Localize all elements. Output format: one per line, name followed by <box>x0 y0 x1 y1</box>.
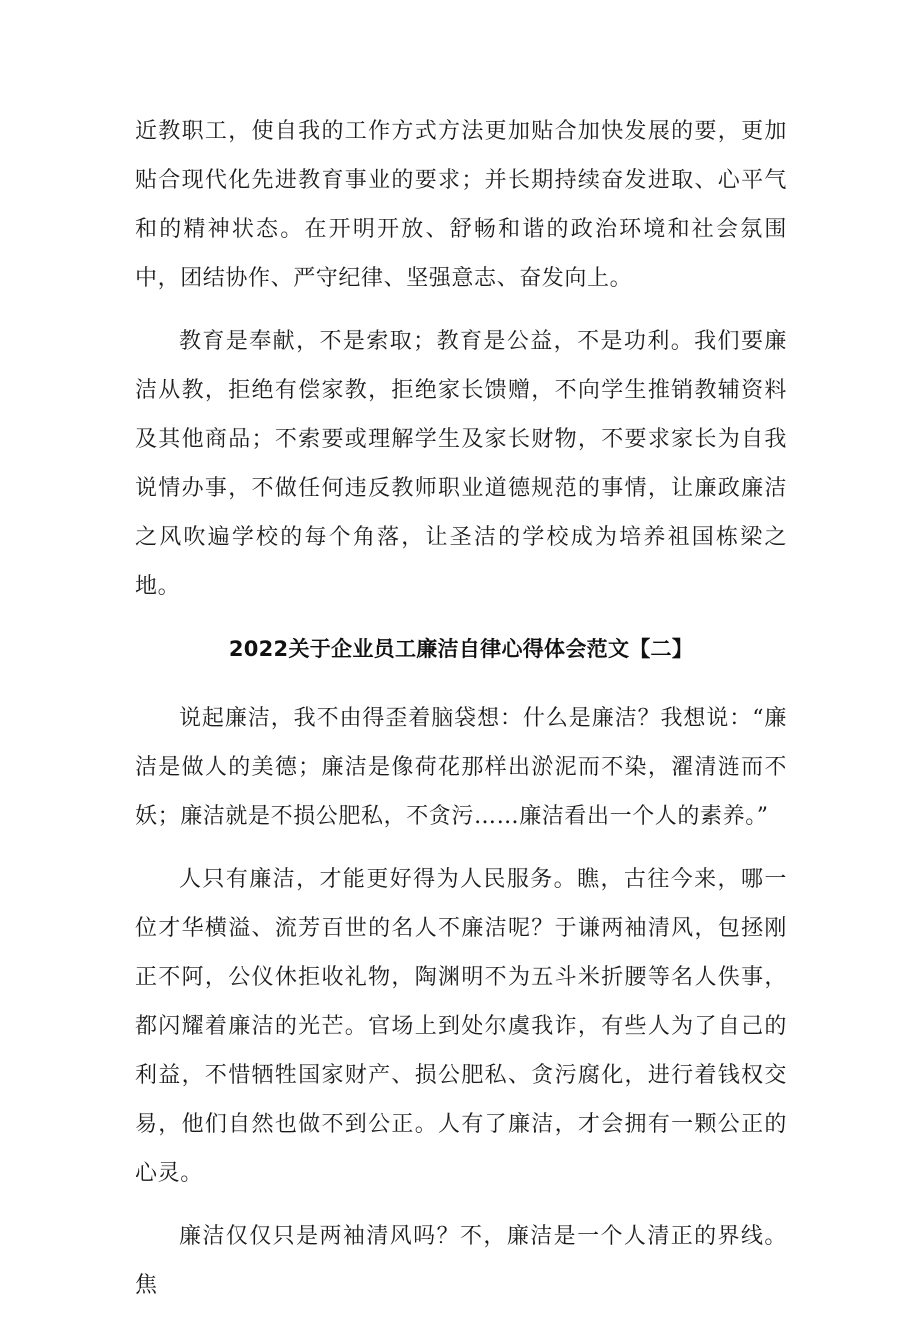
paragraph-integrity-boundary: 廉洁仅仅只是两袖清风吗？不，廉洁是一个人清正的界线。焦 <box>135 1224 787 1298</box>
paragraph-education: 教育是奉献，不是索取；教育是公益，不是功利。我们要廉洁从教，拒绝有偿家教，拒绝家长馈赠，不向学生推销教辅资料及其他商品；不索要或理解学生及家长财物，不要求家长为自我说情办事，不做任何违反教师职业道德规范的事情，让廉政廉洁之风吹遍学校的每个角落，让圣洁的学校成为培养祖国栋梁之地。 <box>135 329 787 599</box>
document-body <box>135 107 787 1324</box>
paragraph-continued: 近教职工，使自我的工作方式方法更加贴合加快发展的要，更加贴合现代化先进教育事业的要求；并长期持续奋发进取、心平气和的精神状态。在开明开放、舒畅和谐的政治环境和社会氛围中，团结协作、严守纪律、坚强意志、奋发向上。 <box>135 119 787 291</box>
section-heading: 2022关于企业员工廉洁自律心得体会范文【二】 <box>228 637 694 661</box>
paragraph-integrity-definition: 说起廉洁，我不由得歪着脑袋想：什么是廉洁？我想说：“廉洁是做人的美德；廉洁是像荷花那样出淤泥而不染，濯清涟而不妖；廉洁就是不损公肥私，不贪污……廉洁看出一个人的素养。” <box>135 706 787 829</box>
paragraph-integrity-service: 人只有廉洁，才能更好得为人民服务。瞧，古往今来，哪一位才华横溢、流芳百世的名人不廉洁呢？于谦两袖清风，包拯刚正不阿，公仪休拒收礼物，陶渊明不为五斗米折腰等名人佚事，都闪耀着廉洁的光芒。官场上到处尔虞我诈，有些人为了自己的利益，不惜牺牲国家财产、损公肥私、贪污腐化，进行着钱权交易，他们自然也做不到公正。人有了廉洁，才会拥有一颗公正的心灵。 <box>135 867 787 1186</box>
